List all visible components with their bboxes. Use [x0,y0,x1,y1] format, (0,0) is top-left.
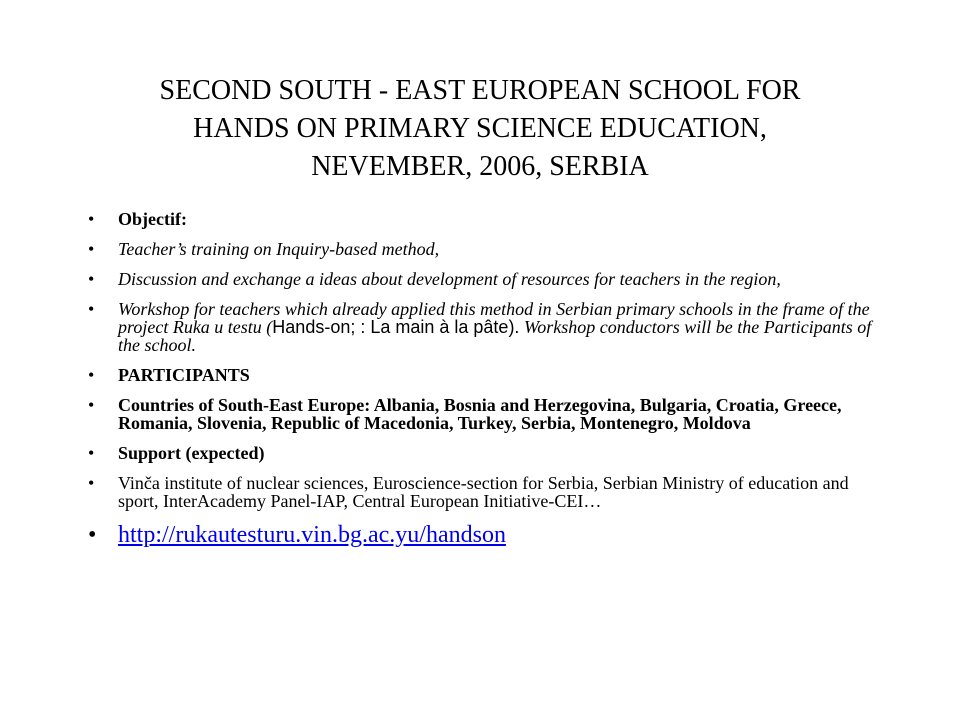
list-item-support [88,444,888,462]
bullet-icon: • [88,269,95,289]
bullet-icon: • [88,443,95,463]
bullet-icon: • [88,209,95,229]
list-item-workshop [88,300,888,354]
workshop-text-c: Workshop conductors will be the Participants of the school. [118,317,872,355]
bullet-icon: • [88,299,95,319]
participants-heading: PARTICIPANTS [118,365,250,385]
discussion-text: Discussion and exchange a ideas about development of resources for teachers in the region, [118,269,781,289]
objectif-label: Objectif: [118,209,187,229]
title-line-2: HANDS ON PRIMARY SCIENCE EDUCATION, [193,113,767,144]
bullet-icon: • [88,395,95,415]
list-item-discussion [88,270,888,288]
list-item-link [88,522,888,548]
title-line-3: NEVEMBER, 2006, SERBIA [311,151,649,182]
workshop-text-a: Workshop for teachers which already applied this method in Serbian primary schools in the frame of the project Ruka u testu ( [118,299,870,337]
training-text: Teacher’s training on Inquiry-based method, [118,239,440,259]
list-item-training [88,240,888,258]
handson-link[interactable]: http://rukautesturu.vin.bg.ac.yu/handson [118,522,506,548]
workshop-text-b: Hands-on; : La main à la pâte). [272,317,520,337]
bullet-icon: • [88,239,95,259]
slide-title [80,72,880,186]
support-detail-text: Vinča institute of nuclear sciences, Euroscience-section for Serbia, Serbian Ministry of education and sport, InterAcademy Panel-IAP, Central European Initiative-CEI… [118,473,849,511]
list-item-support-detail [88,474,888,510]
list-item-participants [88,366,888,384]
countries-text: Countries of South-East Europe: Albania, Bosnia and Herzegovina, Bulgaria, Croatia, Greece, Romania, Slovenia, Republic of Macedonia, Turkey, Serbia, Montenegro, Moldova [118,395,842,433]
bullet-list [88,210,888,560]
bullet-icon: • [88,365,95,385]
bullet-icon: • [88,522,97,548]
bullet-icon: • [88,473,95,493]
support-heading: Support (expected) [118,443,265,463]
list-item-countries [88,396,888,432]
list-item-objectif [88,210,888,228]
title-line-1: SECOND SOUTH - EAST EUROPEAN SCHOOL FOR [159,75,801,106]
